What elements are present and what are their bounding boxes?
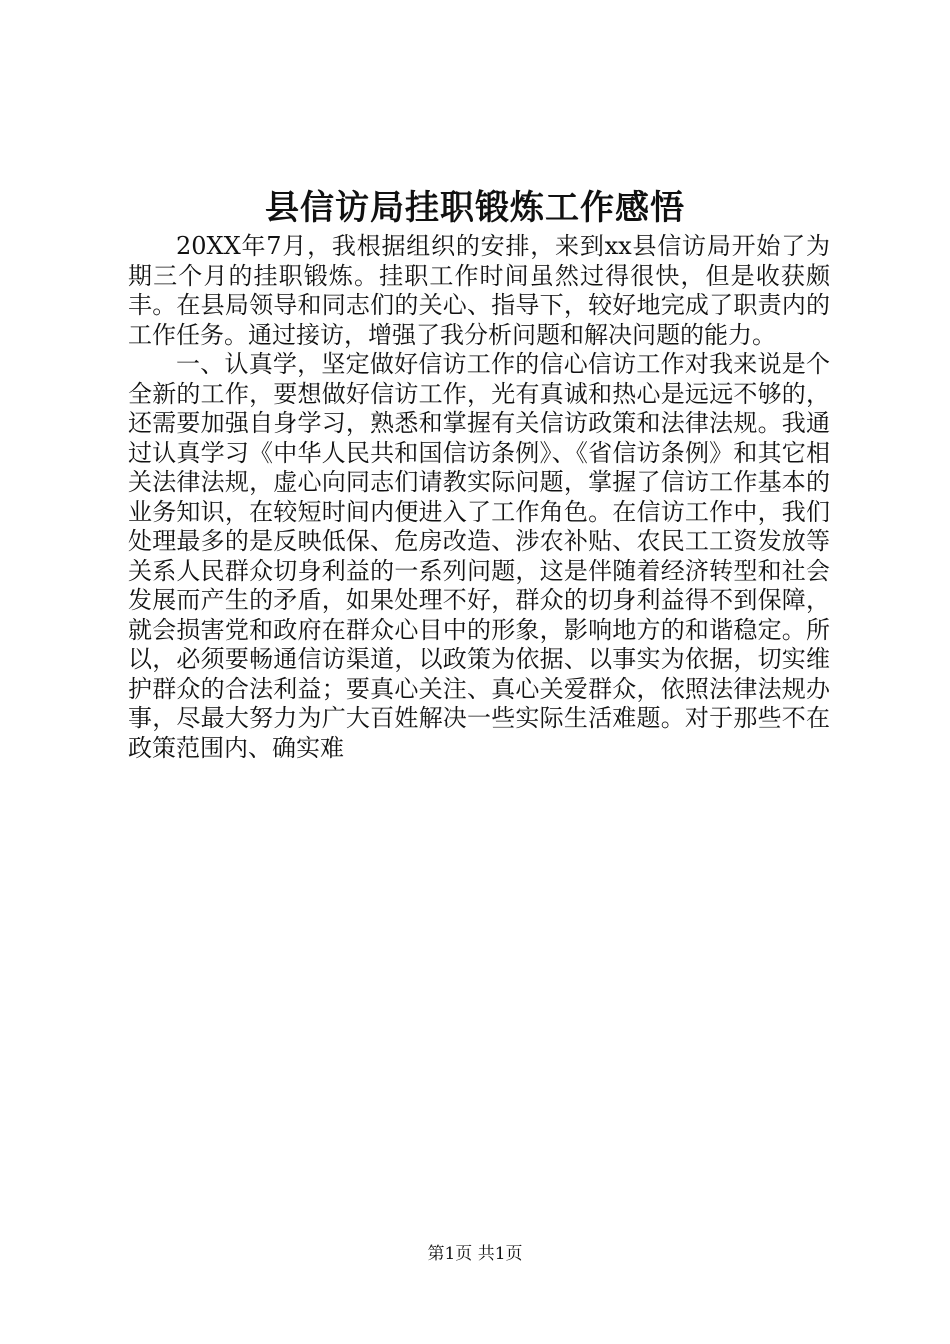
paragraph-intro: 20XX年7月，我根据组织的安排，来到xx县信访局开始了为期三个月的挂职锻炼。挂职工作时间虽然过得很快，但是收获颇丰。在县局领导和同志们的关心、指导下，较好地完成了职责内的工作任务。通过接访，增强了我分析问题和解决问题的能力。 bbox=[128, 232, 830, 349]
page-number-footer: 第1页 共1页 bbox=[427, 1244, 523, 1264]
document-title: 县信访局挂职锻炼工作感悟 bbox=[265, 188, 685, 228]
paragraph-section-one: 一、认真学，坚定做好信访工作的信心信访工作对我来说是个全新的工作，要想做好信访工作，光有真诚和热心是远远不够的，还需要加强自身学习，熟悉和掌握有关信访政策和法律法规。我通过认真学习《中华人民共和国信访条例》、《省信访条例》和其它相关法律法规，虚心向同志们请教实际问题，掌握了信访工作基本的业务知识，在较短时间内便进入了工作角色。在信访工作中，我们处理最多的是反映低保、危房改造、涉农补贴、农民工工资发放等关系人民群众切身利益的一系列问题，这是伴随着经济转型和社会发展而产生的矛盾，如果处理不好，群众的切身利益得不到保障，就会损害党和政府在群众心目中的形象，影响地方的和谐稳定。所以，必须要畅通信访渠道，以政策为依据、以事实为依据，切实维护群众的合法利益；要真心关注、真心关爱群众，依照法律法规办事，尽最大努力为广大百姓解决一些实际生活难题。对于那些不在政策范围内、确实难 bbox=[128, 350, 830, 762]
document-body bbox=[128, 232, 830, 763]
